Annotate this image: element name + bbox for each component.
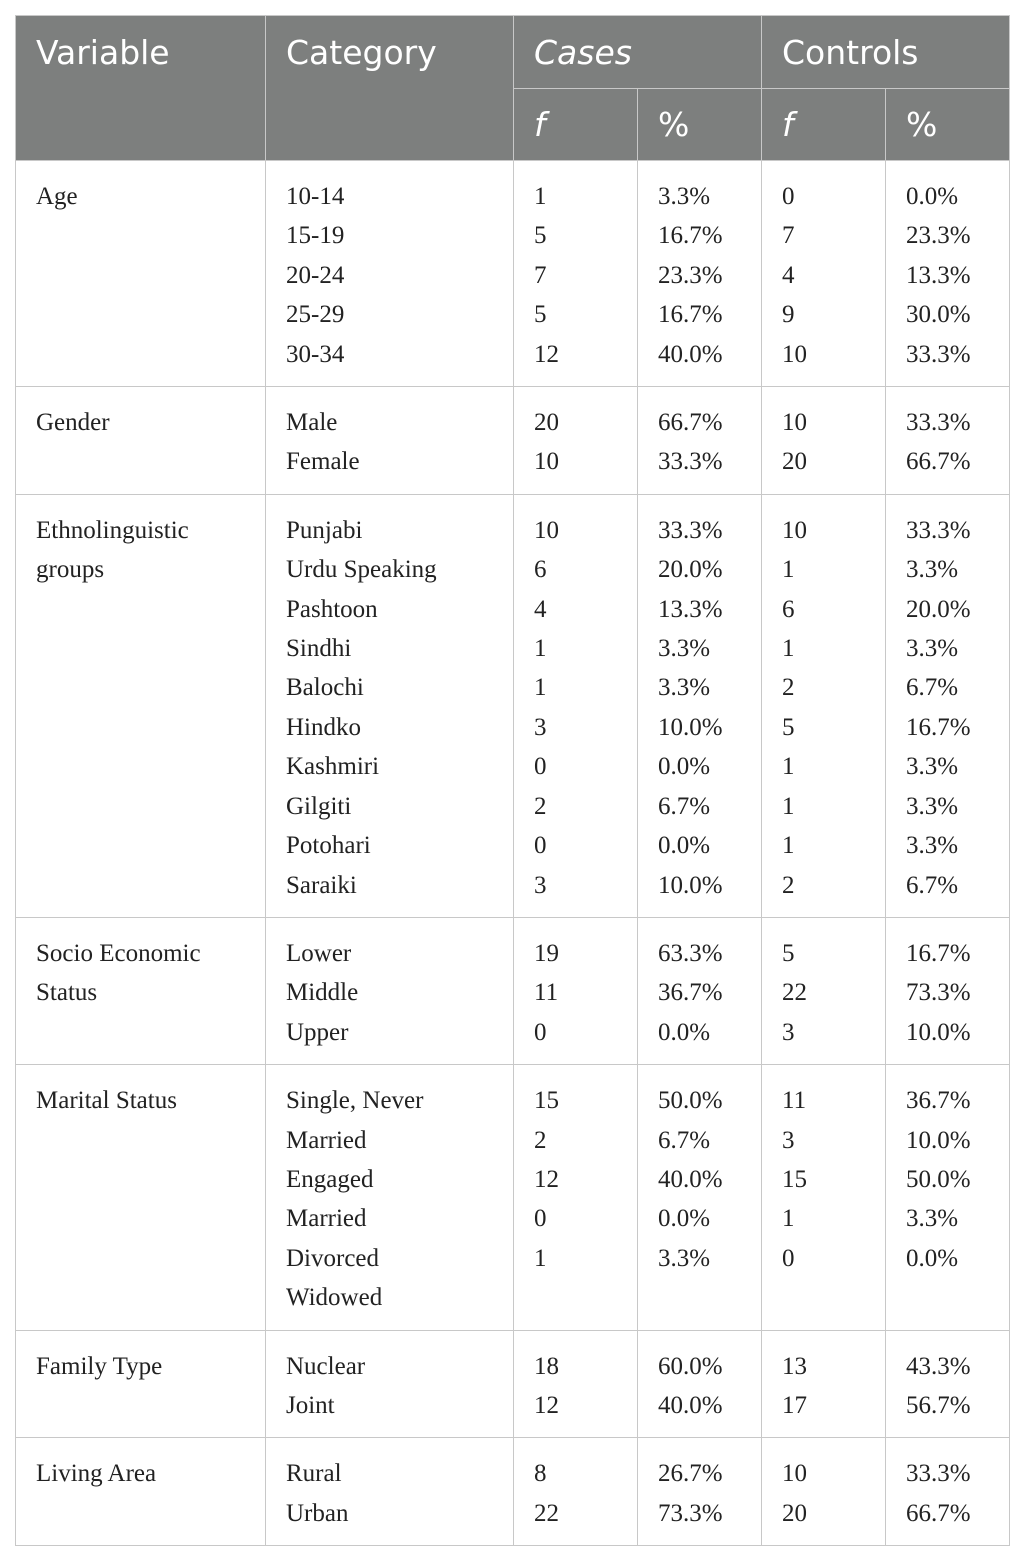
- cases-f-line: 1: [534, 635, 547, 663]
- controls-pct-line: 10.0%: [906, 1018, 971, 1046]
- controls-pct-cell: [886, 1065, 1010, 1330]
- variable-line: Ethnolinguistic: [36, 516, 189, 544]
- variable-line: Socio Economic: [36, 939, 201, 967]
- cases-f-line: 2: [534, 1126, 547, 1154]
- controls-pct-line: 66.7%: [906, 1499, 971, 1527]
- controls-f-line: 6: [782, 595, 795, 623]
- cases-f-line: 3: [534, 713, 547, 741]
- cases-f-line: 12: [534, 1165, 559, 1193]
- controls-f-line: 9: [782, 301, 795, 329]
- cases-pct-line: 40.0%: [658, 1165, 723, 1193]
- cases-f-line: 3: [534, 871, 547, 899]
- controls-pct-line: 10.0%: [906, 1126, 971, 1154]
- controls-pct-line: 3.3%: [906, 792, 959, 820]
- controls-f-line: 17: [782, 1391, 808, 1419]
- cases-pct-cell: [638, 161, 762, 387]
- category-line: Kashmiri: [286, 753, 380, 781]
- controls-f-line: 1: [782, 635, 795, 663]
- category-line: Saraiki: [286, 871, 357, 899]
- controls-f-cell: [762, 494, 886, 917]
- controls-f-line: 1: [782, 832, 795, 860]
- category-line: Widowed: [286, 1284, 383, 1312]
- controls-pct-line: 33.3%: [906, 409, 971, 437]
- category-line: Married: [286, 1126, 367, 1154]
- category-line: Upper: [286, 1018, 349, 1046]
- category-cell: [266, 161, 514, 387]
- cases-pct-line: 6.7%: [658, 792, 711, 820]
- cases-f-cell: [514, 917, 638, 1064]
- cases-f-line: 5: [534, 222, 547, 250]
- controls-f-line: 3: [782, 1126, 795, 1154]
- controls-pct-line: 3.3%: [906, 1205, 959, 1233]
- cases-pct-line: 3.3%: [658, 1244, 711, 1272]
- controls-pct-line: 43.3%: [906, 1352, 971, 1380]
- controls-f-line: 20: [782, 1499, 808, 1527]
- category-cell: [266, 1438, 514, 1546]
- header-controls-pct: %: [886, 89, 1010, 161]
- controls-f-cell: [762, 387, 886, 495]
- cases-pct-line: 3.3%: [658, 635, 711, 663]
- cases-f-line: 1: [534, 1244, 547, 1272]
- cases-f-line: 6: [534, 556, 547, 584]
- variable-cell: [16, 1438, 266, 1546]
- controls-pct-cell: [886, 161, 1010, 387]
- cases-pct-line: 16.7%: [658, 301, 723, 329]
- cases-pct-cell: [638, 494, 762, 917]
- variable-line: Living Area: [36, 1460, 157, 1488]
- cases-pct-line: 73.3%: [658, 1499, 723, 1527]
- variable-line: Age: [36, 183, 78, 210]
- cases-f-line: 0: [534, 832, 547, 860]
- header-cases: Cases: [514, 16, 762, 89]
- controls-f-line: 15: [782, 1165, 808, 1193]
- category-cell: [266, 1330, 514, 1438]
- cases-pct-line: 0.0%: [658, 1018, 711, 1046]
- cases-f-line: 22: [534, 1499, 559, 1527]
- category-cell: [266, 387, 514, 495]
- category-line: 10-14: [286, 183, 345, 210]
- cases-pct-cell: [638, 1330, 762, 1438]
- controls-f-line: 10: [782, 340, 808, 368]
- cases-pct-line: 3.3%: [658, 183, 711, 210]
- cases-pct-line: 40.0%: [658, 1391, 723, 1419]
- controls-pct-line: 20.0%: [906, 595, 971, 623]
- variable-line: Gender: [36, 409, 110, 437]
- controls-pct-cell: [886, 917, 1010, 1064]
- controls-pct-line: 23.3%: [906, 222, 971, 250]
- controls-pct-line: 13.3%: [906, 261, 971, 289]
- cases-f-line: 15: [534, 1087, 559, 1115]
- controls-f-line: 20: [782, 448, 808, 476]
- variable-line: Marital Status: [36, 1087, 177, 1115]
- cases-f-line: 0: [534, 1018, 547, 1046]
- cases-pct-cell: [638, 1065, 762, 1330]
- cases-pct-line: 36.7%: [658, 979, 723, 1007]
- cases-pct-cell: [638, 387, 762, 495]
- controls-f-line: 13: [782, 1352, 808, 1380]
- category-line: Single, Never: [286, 1087, 424, 1115]
- category-line: Middle: [286, 979, 359, 1007]
- controls-pct-line: 33.3%: [906, 340, 971, 368]
- demographics-table: [15, 15, 1010, 1546]
- controls-pct-line: 0.0%: [906, 1244, 959, 1272]
- cases-f-line: 0: [534, 753, 547, 781]
- controls-f-line: 22: [782, 979, 808, 1007]
- cases-f-line: 1: [534, 674, 547, 702]
- cases-pct-line: 0.0%: [658, 832, 711, 860]
- cases-pct-line: 33.3%: [658, 448, 723, 476]
- header-variable: Variable: [16, 16, 266, 161]
- controls-f-cell: [762, 1330, 886, 1438]
- category-line: Balochi: [286, 674, 364, 702]
- category-line: Hindko: [286, 713, 361, 741]
- table-row: [16, 494, 1010, 917]
- category-line: Urdu Speaking: [286, 556, 437, 584]
- controls-f-cell: [762, 917, 886, 1064]
- category-line: Male: [286, 409, 338, 437]
- controls-pct-line: 16.7%: [906, 939, 971, 967]
- cases-pct-line: 3.3%: [658, 674, 711, 702]
- controls-pct-cell: [886, 494, 1010, 917]
- cases-f-line: 8: [534, 1460, 547, 1488]
- cases-f-line: 5: [534, 301, 547, 329]
- category-line: Female: [286, 448, 360, 476]
- category-line: Urban: [286, 1499, 349, 1527]
- cases-pct-line: 10.0%: [658, 871, 723, 899]
- controls-f-line: 11: [782, 1087, 807, 1115]
- table-row: [16, 387, 1010, 495]
- cases-f-cell: [514, 387, 638, 495]
- controls-f-line: 1: [782, 556, 795, 584]
- controls-pct-line: 33.3%: [906, 516, 971, 544]
- category-cell: [266, 917, 514, 1064]
- controls-f-line: 0: [782, 183, 795, 210]
- controls-pct-line: 30.0%: [906, 301, 971, 329]
- controls-f-line: 7: [782, 222, 795, 250]
- category-line: Punjabi: [286, 516, 363, 544]
- cases-f-line: 1: [534, 183, 547, 210]
- controls-f-cell: [762, 1438, 886, 1546]
- controls-pct-line: 3.3%: [906, 635, 959, 663]
- cases-f-line: 12: [534, 340, 559, 368]
- variable-line: Family Type: [36, 1352, 163, 1380]
- controls-pct-line: 6.7%: [906, 871, 959, 899]
- controls-pct-line: 56.7%: [906, 1391, 971, 1419]
- category-line: 15-19: [286, 222, 345, 250]
- controls-pct-line: 36.7%: [906, 1087, 971, 1115]
- cases-f-line: 4: [534, 595, 547, 623]
- controls-f-cell: [762, 1065, 886, 1330]
- cases-pct-line: 40.0%: [658, 340, 723, 368]
- cases-f-cell: [514, 1438, 638, 1546]
- header-category: Category: [266, 16, 514, 161]
- category-line: 30-34: [286, 340, 345, 368]
- cases-f-line: 0: [534, 1205, 547, 1233]
- header-cases-pct: %: [638, 89, 762, 161]
- category-line: Nuclear: [286, 1352, 366, 1380]
- cases-pct-line: 13.3%: [658, 595, 723, 623]
- cases-pct-line: 66.7%: [658, 409, 723, 437]
- variable-line: Status: [36, 979, 98, 1007]
- category-line: Engaged: [286, 1165, 374, 1193]
- controls-pct-cell: [886, 387, 1010, 495]
- table-row: [16, 1065, 1010, 1330]
- cases-pct-line: 23.3%: [658, 261, 723, 289]
- category-line: Married: [286, 1205, 367, 1233]
- controls-pct-line: 6.7%: [906, 674, 959, 702]
- controls-pct-line: 66.7%: [906, 448, 971, 476]
- cases-f-line: 18: [534, 1352, 559, 1380]
- controls-f-line: 5: [782, 713, 795, 741]
- controls-pct-line: 3.3%: [906, 832, 959, 860]
- controls-pct-line: 33.3%: [906, 1460, 971, 1488]
- cases-f-line: 19: [534, 939, 559, 967]
- controls-f-line: 2: [782, 674, 795, 702]
- cases-pct-cell: [638, 917, 762, 1064]
- table-row: [16, 1330, 1010, 1438]
- cases-f-line: 20: [534, 409, 559, 437]
- cases-pct-line: 10.0%: [658, 713, 723, 741]
- cases-pct-line: 16.7%: [658, 222, 723, 250]
- controls-f-line: 0: [782, 1244, 795, 1272]
- controls-pct-line: 3.3%: [906, 753, 959, 781]
- controls-f-line: 5: [782, 939, 795, 967]
- category-line: 20-24: [286, 261, 345, 289]
- cases-pct-line: 20.0%: [658, 556, 723, 584]
- category-line: Divorced: [286, 1244, 380, 1272]
- cases-pct-line: 26.7%: [658, 1460, 723, 1488]
- cases-f-line: 10: [534, 448, 559, 476]
- cases-pct-line: 6.7%: [658, 1126, 711, 1154]
- controls-pct-cell: [886, 1330, 1010, 1438]
- header-controls: Controls: [762, 16, 1010, 89]
- table-row: [16, 917, 1010, 1064]
- category-line: 25-29: [286, 301, 345, 329]
- variable-cell: [16, 387, 266, 495]
- category-cell: [266, 1065, 514, 1330]
- category-line: Joint: [286, 1391, 335, 1419]
- controls-f-line: 3: [782, 1018, 795, 1046]
- category-cell: [266, 494, 514, 917]
- controls-pct-line: 50.0%: [906, 1165, 971, 1193]
- controls-f-line: 4: [782, 261, 795, 289]
- controls-f-line: 10: [782, 516, 808, 544]
- controls-f-cell: [762, 161, 886, 387]
- controls-pct-line: 16.7%: [906, 713, 971, 741]
- controls-pct-line: 0.0%: [906, 183, 959, 210]
- controls-f-line: 1: [782, 1205, 795, 1233]
- category-line: Gilgiti: [286, 792, 352, 820]
- cases-f-cell: [514, 1065, 638, 1330]
- controls-pct-line: 73.3%: [906, 979, 971, 1007]
- cases-f-line: 12: [534, 1391, 559, 1419]
- variable-cell: [16, 1065, 266, 1330]
- controls-f-line: 10: [782, 409, 808, 437]
- table-header: [16, 16, 1010, 161]
- cases-pct-line: 33.3%: [658, 516, 723, 544]
- controls-f-line: 1: [782, 753, 795, 781]
- cases-pct-line: 63.3%: [658, 939, 723, 967]
- variable-cell: [16, 917, 266, 1064]
- table-row: [16, 161, 1010, 387]
- variable-cell: [16, 1330, 266, 1438]
- cases-f-cell: [514, 161, 638, 387]
- cases-pct-line: 50.0%: [658, 1087, 723, 1115]
- variable-cell: [16, 161, 266, 387]
- cases-f-cell: [514, 494, 638, 917]
- header-cases-f: f: [514, 89, 638, 161]
- category-line: Pashtoon: [286, 595, 378, 623]
- category-line: Lower: [286, 939, 352, 967]
- controls-pct-line: 3.3%: [906, 556, 959, 584]
- cases-f-line: 10: [534, 516, 559, 544]
- cases-pct-cell: [638, 1438, 762, 1546]
- controls-pct-cell: [886, 1438, 1010, 1546]
- cases-f-line: 11: [534, 979, 559, 1007]
- table-row: [16, 1438, 1010, 1546]
- cases-pct-line: 60.0%: [658, 1352, 723, 1380]
- header-controls-f: f: [762, 89, 886, 161]
- cases-pct-line: 0.0%: [658, 753, 711, 781]
- cases-f-line: 2: [534, 792, 547, 820]
- cases-f-line: 7: [534, 261, 547, 289]
- cases-f-cell: [514, 1330, 638, 1438]
- category-line: Sindhi: [286, 635, 352, 663]
- category-line: Rural: [286, 1460, 342, 1488]
- variable-cell: [16, 494, 266, 917]
- controls-f-line: 10: [782, 1460, 808, 1488]
- variable-line: groups: [36, 556, 105, 584]
- cases-pct-line: 0.0%: [658, 1205, 711, 1233]
- table-body: [16, 161, 1010, 1546]
- controls-f-line: 2: [782, 871, 795, 899]
- category-line: Potohari: [286, 832, 371, 860]
- controls-f-line: 1: [782, 792, 795, 820]
